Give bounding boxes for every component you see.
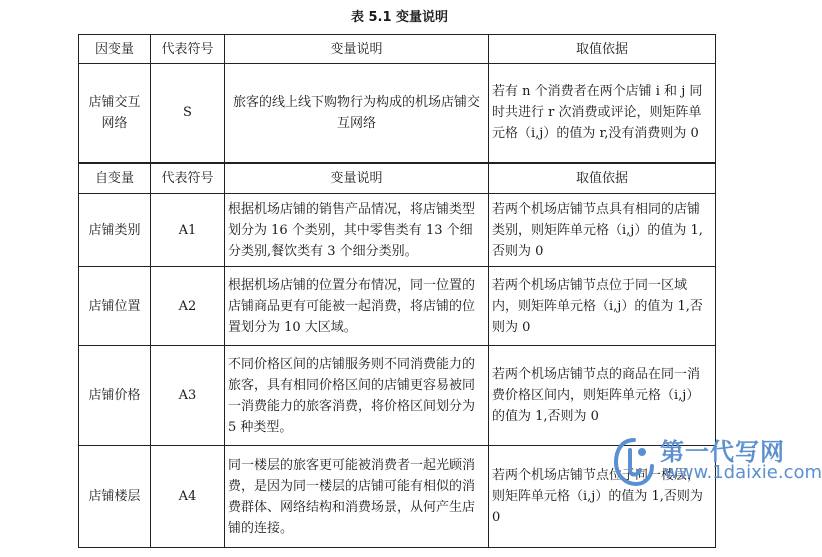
- watermark-title: 第一代写网: [660, 438, 785, 466]
- variable-name: 店铺类别: [79, 194, 151, 267]
- header-basis: 取值依据: [489, 35, 716, 64]
- header-row-dependent: [79, 35, 716, 64]
- header-symbol: 代表符号: [151, 35, 225, 64]
- table-row: [79, 267, 716, 346]
- watermark-url: www.1daixie.com: [664, 462, 822, 483]
- variables-table: [78, 34, 716, 548]
- header-dependent: 因变量: [79, 35, 151, 64]
- variable-symbol: A2: [151, 267, 225, 346]
- header-row-independent: [79, 163, 716, 194]
- variable-symbol: A1: [151, 194, 225, 267]
- variable-symbol: A3: [151, 346, 225, 446]
- variable-desc: 旅客的线上线下购物行为构成的机场店铺交互网络: [225, 64, 489, 163]
- variable-desc: 根据机场店铺的销售产品情况，将店铺类型划分为 16 个类别，其中零售类有 13 个细分类别,餐饮类有 3 个细分类别。: [225, 194, 489, 267]
- variable-name: 店铺价格: [79, 346, 151, 446]
- variable-basis: 若两个机场店铺节点具有相同的店铺类别，则矩阵单元格（i,j）的值为 1,否则为 0: [489, 194, 716, 267]
- header-basis: 取值依据: [489, 163, 716, 194]
- header-desc: 变量说明: [225, 35, 489, 64]
- variable-basis: 若两个机场店铺节点位于同一区域内，则矩阵单元格（i,j）的值为 1,否则为 0: [489, 267, 716, 346]
- table-row: [79, 194, 716, 267]
- variable-symbol: A4: [151, 446, 225, 548]
- variable-name: 店铺楼层: [79, 446, 151, 548]
- table-caption: 表 5.1 变量说明: [350, 10, 449, 25]
- header-independent: 自变量: [79, 163, 151, 194]
- header-symbol: 代表符号: [151, 163, 225, 194]
- variable-basis: 若有 n 个消费者在两个店铺 i 和 j 同时共进行 r 次消费或评论，则矩阵单元格（i,j）的值为 r,没有消费则为 0: [489, 64, 716, 163]
- variable-desc: 根据机场店铺的位置分布情况，同一位置的店铺商品更有可能被一起消费，将店铺的位置划分为 10 大区域。: [225, 267, 489, 346]
- variable-symbol: S: [151, 64, 225, 163]
- variable-name: 店铺交互网络: [79, 64, 151, 163]
- header-desc: 变量说明: [225, 163, 489, 194]
- variable-desc: 不同价格区间的店铺服务则不同消费能力的旅客，具有相同价格区间的店铺更容易被同一消费能力的旅客消费，将价格区间划分为 5 种类型。: [225, 346, 489, 446]
- variable-desc: 同一楼层的旅客更可能被消费者一起光顾消费，是因为同一楼层的店铺可能有相似的消费群体、网络结构和消费场景，从何产生店铺的连接。: [225, 446, 489, 548]
- table-row: [79, 446, 716, 548]
- variable-basis: 若两个机场店铺节点位于同一楼层，则矩阵单元格（i,j）的值为 1,否则为 0: [489, 446, 716, 548]
- variable-name: 店铺位置: [79, 267, 151, 346]
- variable-basis: 若两个机场店铺节点的商品在同一消费价格区间内，则矩阵单元格（i,j）的值为 1,否则为 0: [489, 346, 716, 446]
- table-row: [79, 346, 716, 446]
- table-row: [79, 64, 716, 163]
